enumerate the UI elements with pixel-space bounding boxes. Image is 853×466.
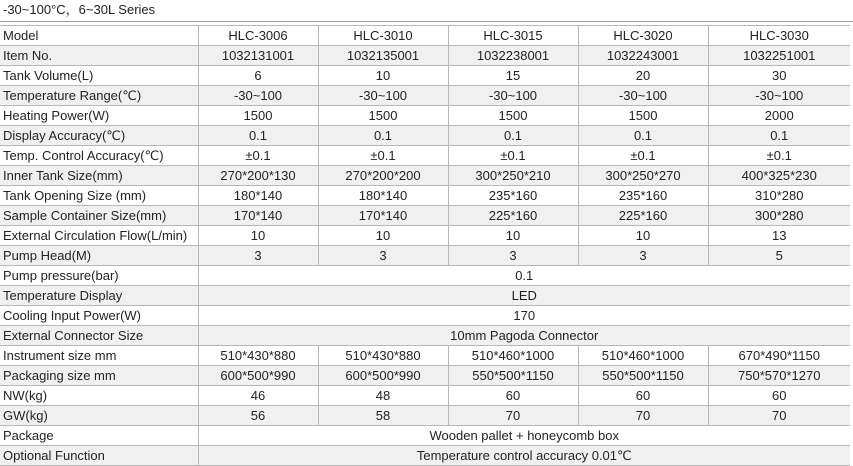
table-cell: 180*140	[318, 186, 448, 206]
table-cell: 550*500*1150	[578, 366, 708, 386]
row-label: Temp. Control Accuracy(℃)	[0, 146, 198, 166]
table-cell: 5	[708, 246, 850, 266]
row-label: Package	[0, 426, 198, 446]
row-label: Packaging size mm	[0, 366, 198, 386]
table-cell: HLC-3020	[578, 26, 708, 46]
merged-cell: 170	[198, 306, 850, 326]
table-cell: 550*500*1150	[448, 366, 578, 386]
table-cell: 670*490*1150	[708, 346, 850, 366]
table-cell: 1032135001	[318, 46, 448, 66]
row-label: Temperature Range(℃)	[0, 86, 198, 106]
merged-cell: Wooden pallet + honeycomb box	[198, 426, 850, 446]
table-row	[0, 406, 850, 426]
row-label: Item No.	[0, 46, 198, 66]
table-cell: 10	[318, 226, 448, 246]
row-label: External Connector Size	[0, 326, 198, 346]
table-cell: 70	[578, 406, 708, 426]
table-cell: 3	[318, 246, 448, 266]
table-cell: 510*430*880	[198, 346, 318, 366]
row-label: Heating Power(W)	[0, 106, 198, 126]
table-cell: HLC-3010	[318, 26, 448, 46]
title-divider	[0, 21, 853, 22]
table-cell: 13	[708, 226, 850, 246]
table-cell: 10	[198, 226, 318, 246]
table-row	[0, 326, 850, 346]
row-label: Sample Container Size(mm)	[0, 206, 198, 226]
table-row	[0, 366, 850, 386]
table-row	[0, 246, 850, 266]
row-label: Cooling Input Power(W)	[0, 306, 198, 326]
table-row	[0, 226, 850, 246]
table-cell: 6	[198, 66, 318, 86]
table-cell: 270*200*200	[318, 166, 448, 186]
table-cell: 1032251001	[708, 46, 850, 66]
table-cell: HLC-3030	[708, 26, 850, 46]
table-cell: 70	[448, 406, 578, 426]
table-cell: 3	[578, 246, 708, 266]
spec-table-body	[0, 26, 850, 466]
table-row	[0, 166, 850, 186]
table-row	[0, 46, 850, 66]
table-cell: 70	[708, 406, 850, 426]
row-label: External Circulation Flow(L/min)	[0, 226, 198, 246]
table-cell: 10	[318, 66, 448, 86]
table-cell: 300*280	[708, 206, 850, 226]
table-cell: 15	[448, 66, 578, 86]
table-row	[0, 266, 850, 286]
table-cell: 46	[198, 386, 318, 406]
table-cell: ±0.1	[318, 146, 448, 166]
table-cell: 225*160	[578, 206, 708, 226]
spec-table	[0, 25, 850, 466]
table-cell: 1032243001	[578, 46, 708, 66]
table-row	[0, 186, 850, 206]
table-cell: 170*140	[198, 206, 318, 226]
table-cell: 1500	[198, 106, 318, 126]
table-row	[0, 386, 850, 406]
row-label: Temperature Display	[0, 286, 198, 306]
table-cell: ±0.1	[198, 146, 318, 166]
table-cell: 48	[318, 386, 448, 406]
row-label: Display Accuracy(℃)	[0, 126, 198, 146]
table-cell: 300*250*270	[578, 166, 708, 186]
table-row	[0, 306, 850, 326]
row-label: Inner Tank Size(mm)	[0, 166, 198, 186]
table-cell: -30~100	[578, 86, 708, 106]
row-label: Model	[0, 26, 198, 46]
row-label: GW(kg)	[0, 406, 198, 426]
table-row	[0, 106, 850, 126]
table-row	[0, 206, 850, 226]
table-cell: 60	[578, 386, 708, 406]
table-row	[0, 346, 850, 366]
table-cell: 270*200*130	[198, 166, 318, 186]
table-cell: 1032238001	[448, 46, 578, 66]
table-cell: HLC-3006	[198, 26, 318, 46]
table-cell: 60	[708, 386, 850, 406]
table-cell: 1032131001	[198, 46, 318, 66]
table-cell: 0.1	[578, 126, 708, 146]
table-cell: 1500	[318, 106, 448, 126]
table-cell: 10	[448, 226, 578, 246]
row-label: Tank Volume(L)	[0, 66, 198, 86]
table-row	[0, 126, 850, 146]
table-cell: 400*325*230	[708, 166, 850, 186]
row-label: Optional Function	[0, 446, 198, 466]
table-cell: 510*460*1000	[448, 346, 578, 366]
row-label: Pump pressure(bar)	[0, 266, 198, 286]
table-cell: 60	[448, 386, 578, 406]
table-cell: 1500	[578, 106, 708, 126]
table-cell: 510*460*1000	[578, 346, 708, 366]
table-cell: 235*160	[448, 186, 578, 206]
row-label: NW(kg)	[0, 386, 198, 406]
row-label: Pump Head(M)	[0, 246, 198, 266]
table-cell: 180*140	[198, 186, 318, 206]
table-cell: 600*500*990	[198, 366, 318, 386]
table-cell: 0.1	[448, 126, 578, 146]
table-cell: HLC-3015	[448, 26, 578, 46]
table-cell: -30~100	[448, 86, 578, 106]
table-cell: ±0.1	[708, 146, 850, 166]
table-cell: 3	[448, 246, 578, 266]
table-cell: 30	[708, 66, 850, 86]
row-label: Tank Opening Size (mm)	[0, 186, 198, 206]
table-row	[0, 286, 850, 306]
series-title: -30~100°C，6~30L Series	[3, 2, 156, 17]
table-cell: 235*160	[578, 186, 708, 206]
table-cell: -30~100	[708, 86, 850, 106]
table-cell: 0.1	[318, 126, 448, 146]
row-label: Instrument size mm	[0, 346, 198, 366]
table-cell: 58	[318, 406, 448, 426]
table-row	[0, 86, 850, 106]
table-cell: 0.1	[708, 126, 850, 146]
table-row	[0, 26, 850, 46]
merged-cell: 10mm Pagoda Connector	[198, 326, 850, 346]
table-row	[0, 446, 850, 466]
table-cell: ±0.1	[578, 146, 708, 166]
table-cell: 10	[578, 226, 708, 246]
table-cell: 510*430*880	[318, 346, 448, 366]
table-cell: 600*500*990	[318, 366, 448, 386]
table-cell: 2000	[708, 106, 850, 126]
table-cell: ±0.1	[448, 146, 578, 166]
table-row	[0, 146, 850, 166]
table-cell: 310*280	[708, 186, 850, 206]
table-cell: 20	[578, 66, 708, 86]
merged-cell: Temperature control accuracy 0.01℃	[198, 446, 850, 466]
table-cell: -30~100	[198, 86, 318, 106]
table-cell: -30~100	[318, 86, 448, 106]
table-cell: 56	[198, 406, 318, 426]
table-cell: 3	[198, 246, 318, 266]
merged-cell: LED	[198, 286, 850, 306]
merged-cell: 0.1	[198, 266, 850, 286]
table-cell: 225*160	[448, 206, 578, 226]
table-cell: 0.1	[198, 126, 318, 146]
table-cell: 1500	[448, 106, 578, 126]
table-cell: 750*570*1270	[708, 366, 850, 386]
table-row	[0, 66, 850, 86]
table-cell: 300*250*210	[448, 166, 578, 186]
table-cell: 170*140	[318, 206, 448, 226]
